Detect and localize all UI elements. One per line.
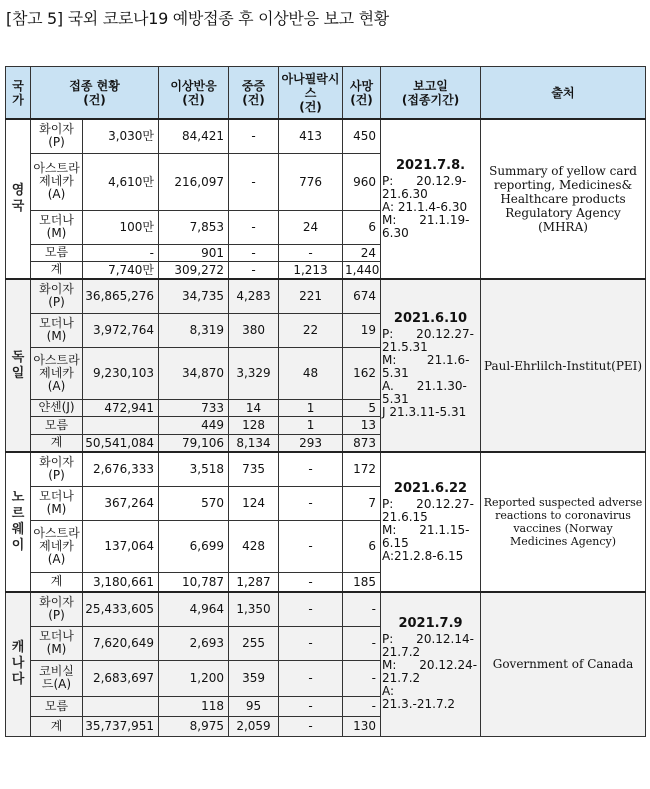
vaccination-count: 3,180,661 xyxy=(83,572,159,592)
vaccination-count: 137,064 xyxy=(83,520,159,572)
vaccine-name: 모더나 (M) xyxy=(31,210,83,244)
severe-count: 3,329 xyxy=(229,347,279,399)
adverse-count: 570 xyxy=(159,486,229,520)
vaccine-name: 모름 xyxy=(31,416,83,434)
severe-count: 735 xyxy=(229,452,279,486)
anaphylaxis-count: 776 xyxy=(279,153,343,210)
source-cell: Reported suspected adverse reactions to coronavirus vaccines (Norway Medicines Agency) xyxy=(481,452,646,592)
severe-count: 95 xyxy=(229,696,279,716)
adverse-count: 3,518 xyxy=(159,452,229,486)
anaphylaxis-count: 413 xyxy=(279,119,343,153)
period-line: M: 21.1.19- xyxy=(382,212,470,227)
header-source: 출처 xyxy=(481,67,646,120)
adverse-count: 34,735 xyxy=(159,279,229,313)
vaccine-name: 계 xyxy=(31,434,83,452)
death-count: - xyxy=(343,626,381,660)
vaccination-count: 2,676,333 xyxy=(83,452,159,486)
anaphylaxis-count: - xyxy=(279,716,343,736)
severe-count: - xyxy=(229,153,279,210)
vaccination-count xyxy=(83,416,159,434)
severe-count: 4,283 xyxy=(229,279,279,313)
period-line: A: 21.1.4-6.30 xyxy=(382,199,468,214)
death-count: 450 xyxy=(343,119,381,153)
anaphylaxis-count: - xyxy=(279,572,343,592)
anaphylaxis-count: - xyxy=(279,592,343,626)
death-count: 674 xyxy=(343,279,381,313)
period-line: J 21.3.11-5.31 xyxy=(382,405,467,419)
vaccine-name: 아스트라 제네카 (A) xyxy=(31,347,83,399)
header-death: 사망 (건) xyxy=(343,67,381,120)
severe-count: - xyxy=(229,210,279,244)
adverse-count: 216,097 xyxy=(159,153,229,210)
severe-count: 428 xyxy=(229,520,279,572)
vaccination-count xyxy=(83,696,159,716)
vaccine-name: 계 xyxy=(31,716,83,736)
period-line: 21.7.2 xyxy=(382,645,421,660)
adverse-count: 118 xyxy=(159,696,229,716)
vaccination-count: 3,972,764 xyxy=(83,313,159,347)
vaccination-count: 50,541,084 xyxy=(83,434,159,452)
death-count: 162 xyxy=(343,347,381,399)
death-count: - xyxy=(343,592,381,626)
death-count: 6 xyxy=(343,520,381,572)
anaphylaxis-count: - xyxy=(279,660,343,696)
period-line: 21.6.30 xyxy=(382,186,428,201)
period-line: 21.6.15 xyxy=(382,509,428,524)
country-cell: 노 르 웨 이 xyxy=(6,452,31,592)
death-count: 13 xyxy=(343,416,381,434)
vaccine-name: 모더나 (M) xyxy=(31,313,83,347)
period-line: 21.5.31 xyxy=(382,340,428,354)
vaccine-name: 화이자 (P) xyxy=(31,119,83,153)
severe-count: 380 xyxy=(229,313,279,347)
header-country: 국 가 xyxy=(6,67,31,120)
period-line: 21.7.2 xyxy=(382,671,421,686)
severe-count: 255 xyxy=(229,626,279,660)
report-period xyxy=(381,119,481,279)
period-line: 5.31 xyxy=(382,366,409,380)
header-row xyxy=(6,67,646,120)
vaccination-count: 7,620,649 xyxy=(83,626,159,660)
vaccination-count: 3,030만 xyxy=(83,119,159,153)
adverse-count: 10,787 xyxy=(159,572,229,592)
anaphylaxis-count: - xyxy=(279,696,343,716)
adverse-count: 6,699 xyxy=(159,520,229,572)
adverse-count: 4,964 xyxy=(159,592,229,626)
vaccination-count: 25,433,605 xyxy=(83,592,159,626)
country-cell: 캐나 다 xyxy=(6,592,31,736)
adverse-count: 733 xyxy=(159,399,229,416)
report-date: 2021.6.10 xyxy=(393,311,468,326)
severe-count: 2,059 xyxy=(229,716,279,736)
adverse-count: 449 xyxy=(159,416,229,434)
adverse-count: 7,853 xyxy=(159,210,229,244)
period-line: P: 20.12.9- xyxy=(382,173,467,188)
death-count: 130 xyxy=(343,716,381,736)
death-count: 960 xyxy=(343,153,381,210)
death-count: 7 xyxy=(343,486,381,520)
vaccine-name: 모름 xyxy=(31,244,83,261)
vaccination-count: 9,230,103 xyxy=(83,347,159,399)
severe-count: 8,134 xyxy=(229,434,279,452)
death-count: 5 xyxy=(343,399,381,416)
report-period xyxy=(381,452,481,592)
period-line: 6.15 xyxy=(382,535,409,550)
country-cell: 독 일 xyxy=(6,279,31,452)
death-count: 6 xyxy=(343,210,381,244)
adverse-count: 8,319 xyxy=(159,313,229,347)
anaphylaxis-count: - xyxy=(279,452,343,486)
vaccination-count: 367,264 xyxy=(83,486,159,520)
report-date: 2021.6.22 xyxy=(393,480,468,496)
death-count: 873 xyxy=(343,434,381,452)
period-line: A: xyxy=(382,684,395,699)
anaphylaxis-count: 293 xyxy=(279,434,343,452)
adverse-count: 34,870 xyxy=(159,347,229,399)
vaccine-name: 얀센(J) xyxy=(31,399,83,416)
severe-count: - xyxy=(229,119,279,153)
report-period xyxy=(381,592,481,736)
vaccination-count: 35,737,951 xyxy=(83,716,159,736)
anaphylaxis-count: 48 xyxy=(279,347,343,399)
severe-count: 359 xyxy=(229,660,279,696)
vaccine-name: 모름 xyxy=(31,696,83,716)
death-count: 172 xyxy=(343,452,381,486)
header-report-date: 보고일 (접종기간) xyxy=(381,67,481,120)
period-line: 21.3.-21.7.2 xyxy=(382,697,456,712)
adverse-count: 8,975 xyxy=(159,716,229,736)
page-title: [참고 5] 국외 코로나19 예방접종 후 이상반응 보고 현황 xyxy=(6,9,389,28)
anaphylaxis-count: - xyxy=(279,486,343,520)
vaccination-count: 36,865,276 xyxy=(83,279,159,313)
vaccine-name: 화이자 (P) xyxy=(31,592,83,626)
severe-count: - xyxy=(229,244,279,261)
anaphylaxis-count: 1 xyxy=(279,416,343,434)
vaccination-count: 7,740만 xyxy=(83,261,159,279)
death-count: - xyxy=(343,660,381,696)
header-anaphylaxis: 아나필락시 스 (건) xyxy=(279,67,343,120)
vaccine-name: 아스트라 제네카 (A) xyxy=(31,153,83,210)
death-count: 24 xyxy=(343,244,381,261)
anaphylaxis-count: - xyxy=(279,626,343,660)
death-count: 1,440 xyxy=(343,261,381,279)
death-count: - xyxy=(343,696,381,716)
report-date: 2021.7.9 xyxy=(398,616,463,632)
period-line: P: 20.12.14- xyxy=(382,632,474,647)
vaccine-name: 화이자 (P) xyxy=(31,452,83,486)
severe-count: 14 xyxy=(229,399,279,416)
period-line: 5.31 xyxy=(382,392,409,406)
period-line: P: 20.12.27- xyxy=(382,496,474,511)
death-count: 185 xyxy=(343,572,381,592)
vaccination-count: 472,941 xyxy=(83,399,159,416)
period-line: M: 21.1.6- xyxy=(382,353,470,367)
header-severe: 중증 (건) xyxy=(229,67,279,120)
anaphylaxis-count: 221 xyxy=(279,279,343,313)
report-date: 2021.7.8. xyxy=(395,157,466,173)
period-line: P: 20.12.27- xyxy=(382,327,474,341)
source-cell: Paul-Ehrlilch-Institut(PEI) xyxy=(481,279,646,452)
adverse-event-table xyxy=(5,66,646,737)
anaphylaxis-count: - xyxy=(279,244,343,261)
period-line: M: 21.1.15- xyxy=(382,522,470,537)
anaphylaxis-count: - xyxy=(279,520,343,572)
vaccine-name: 계 xyxy=(31,572,83,592)
adverse-count: 1,200 xyxy=(159,660,229,696)
death-count: 19 xyxy=(343,313,381,347)
anaphylaxis-count: 22 xyxy=(279,313,343,347)
table-row xyxy=(6,119,646,153)
report-period xyxy=(381,279,481,452)
adverse-count: 901 xyxy=(159,244,229,261)
vaccination-count: 4,610만 xyxy=(83,153,159,210)
adverse-count: 2,693 xyxy=(159,626,229,660)
country-cell: 영 국 xyxy=(6,119,31,279)
period-line: 6.30 xyxy=(382,225,409,240)
severe-count: - xyxy=(229,261,279,279)
table-row xyxy=(6,279,646,313)
vaccine-name: 계 xyxy=(31,261,83,279)
vaccination-count: 100만 xyxy=(83,210,159,244)
source-cell: Government of Canada xyxy=(481,592,646,736)
vaccine-name: 코비실 드(A) xyxy=(31,660,83,696)
anaphylaxis-count: 1 xyxy=(279,399,343,416)
severe-count: 124 xyxy=(229,486,279,520)
severe-count: 1,287 xyxy=(229,572,279,592)
vaccination-count: - xyxy=(83,244,159,261)
anaphylaxis-count: 24 xyxy=(279,210,343,244)
table-body xyxy=(6,119,646,736)
header-adverse: 이상반응 (건) xyxy=(159,67,229,120)
table-row xyxy=(6,592,646,626)
vaccination-count: 2,683,697 xyxy=(83,660,159,696)
period-line: A. 21.1.30- xyxy=(382,379,467,393)
adverse-count: 84,421 xyxy=(159,119,229,153)
anaphylaxis-count: 1,213 xyxy=(279,261,343,279)
vaccine-name: 모더나 (M) xyxy=(31,486,83,520)
vaccine-name: 아스트라 제네카 (A) xyxy=(31,520,83,572)
severe-count: 128 xyxy=(229,416,279,434)
period-line: A:21.2.8-6.15 xyxy=(382,548,464,563)
vaccine-name: 화이자 (P) xyxy=(31,279,83,313)
header-vaccination: 접종 현황 (건) xyxy=(31,67,159,120)
adverse-count: 79,106 xyxy=(159,434,229,452)
table-row xyxy=(6,452,646,486)
severe-count: 1,350 xyxy=(229,592,279,626)
adverse-count: 309,272 xyxy=(159,261,229,279)
vaccine-name: 모더나 (M) xyxy=(31,626,83,660)
source-cell: Summary of yellow card reporting, Medicines& Healthcare products Regulatory Agency (MHRA) xyxy=(481,119,646,279)
period-line: M: 20.12.24- xyxy=(382,658,478,673)
